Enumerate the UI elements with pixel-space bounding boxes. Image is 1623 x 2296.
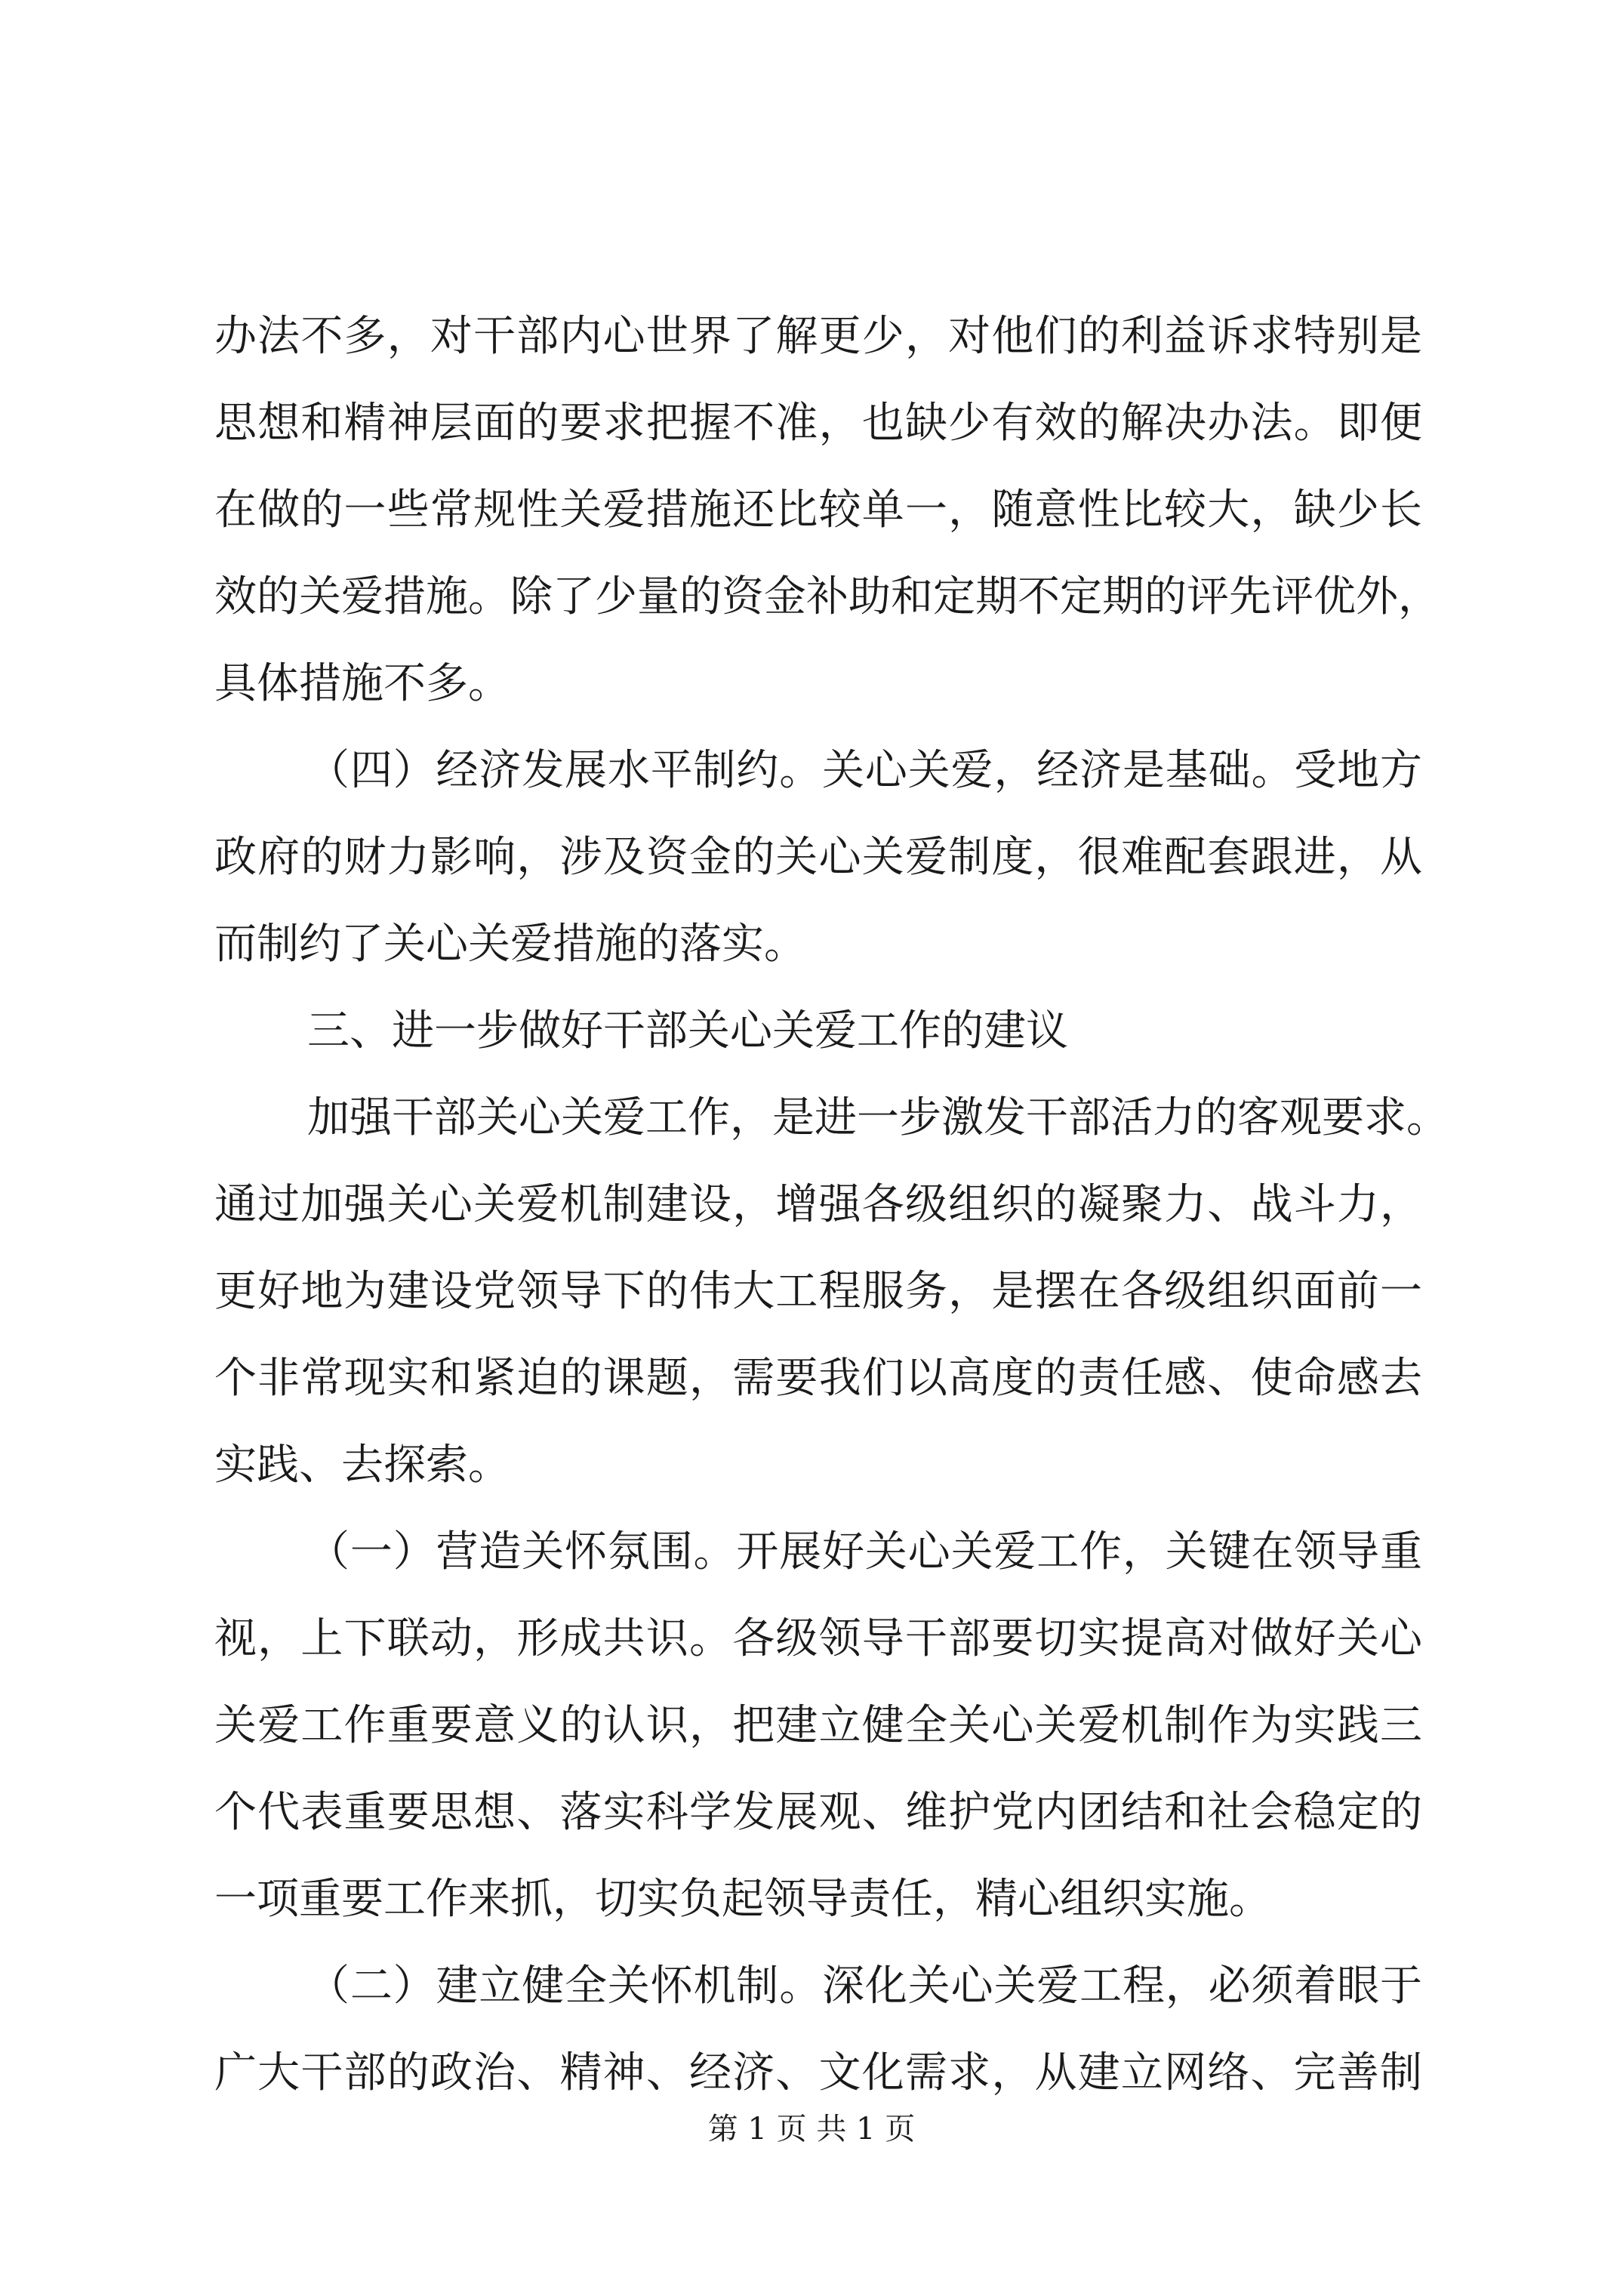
text-line: 关爱工作重要意义的认识，把建立健全关心关爱机制作为实践三 [214,1701,1422,1750]
text-line: 三、进一步做好干部关心关爱工作的建议 [307,1006,1068,1056]
text-line: （一）营造关怀氛围。开展好关心关爱工作，关键在领导重 [307,1527,1422,1576]
text-line: （四）经济发展水平制约。关心关爱，经济是基础。受地方 [307,746,1422,795]
paragraph [214,1943,1422,2116]
text-line: 加强干部关心关爱工作，是进一步激发干部活力的客观要求。 [307,1093,1449,1142]
text-line: 办法不多，对干部内心世界了解更少，对他们的利益诉求特别是 [214,312,1422,361]
paragraph [214,293,1440,727]
text-line: 实践、去探索。 [214,1441,510,1490]
text-line: 一项重要工作来抓，切实负起领导责任，精心组织实施。 [214,1875,1271,1924]
text-line: 个代表重要思想、落实科学发展观、维护党内团结和社会稳定的 [214,1788,1422,1837]
text-line: 而制约了关心关爱措施的落实。 [214,920,806,969]
text-line: 广大干部的政治、精神、经济、文化需求，从建立网络、完善制 [214,2048,1422,2097]
text-line: （二）建立健全关怀机制。深化关心关爱工程，必须着眼于 [307,1962,1422,2011]
section-heading [214,988,1422,1074]
text-line: 通过加强关心关爱机制建设，增强各级组织的凝聚力、战斗力， [214,1180,1422,1229]
text-line: 视，上下联动，形成共识。各级领导干部要切实提高对做好关心 [214,1614,1422,1663]
text-line: 个非常现实和紧迫的课题，需要我们以高度的责任感、使命感去 [214,1354,1422,1403]
text-line: 具体措施不多。 [214,659,510,708]
text-line: 政府的财力影响，涉及资金的关心关爱制度，很难配套跟进，从 [214,833,1422,882]
page-footer: 第 1 页 共 1 页 [707,2112,916,2147]
text-line: 更好地为建设党领导下的伟大工程服务，是摆在各级组织面前一 [214,1267,1422,1316]
document-body [214,293,1449,2116]
paragraph [214,1509,1422,1943]
paragraph [214,727,1422,988]
paragraph [214,1074,1449,1509]
text-line: 思想和精神层面的要求把握不准，也缺少有效的解决办法。即便 [214,399,1422,448]
text-line: 效的关爱措施。除了少量的资金补助和定期不定期的评先评优外， [214,572,1440,621]
text-line: 在做的一些常规性关爱措施还比较单一，随意性比较大，缺少长 [214,485,1422,535]
